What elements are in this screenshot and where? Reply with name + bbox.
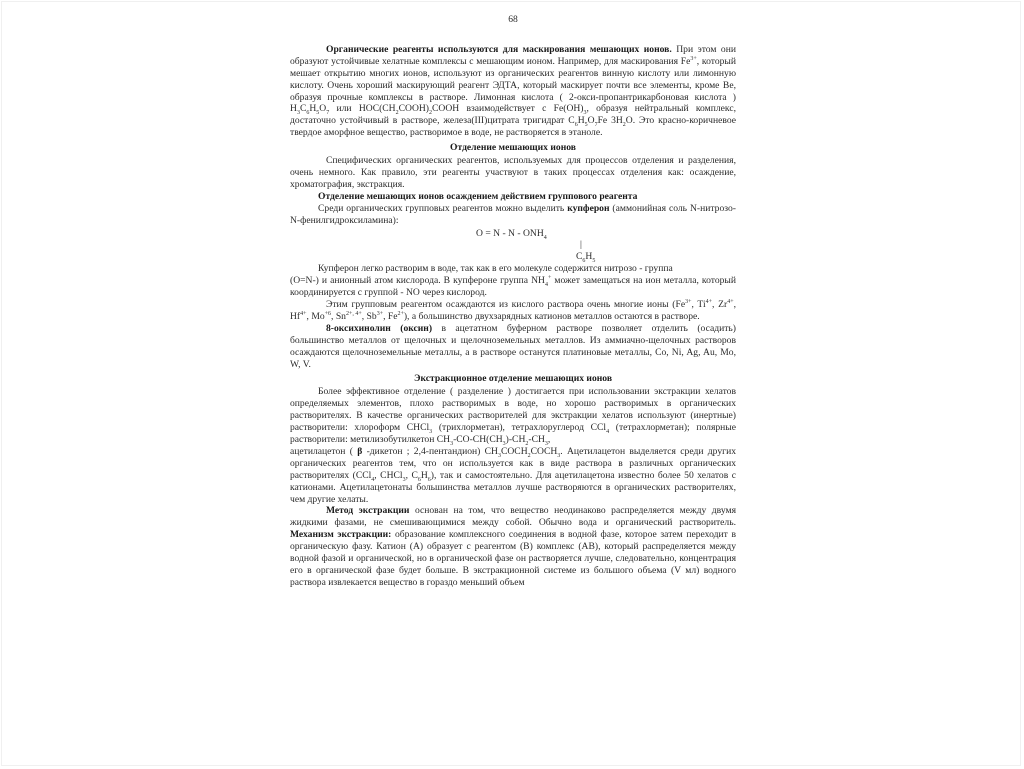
paragraph-extraction-solvents: Более эффективное отделение ( разделение ) достигается при использовании экстракции хелатов определяемых элементов, плохо растворимых в воде, но хорошо растворимых в органических растворителях. В качестве органических растворителей для экстракции хелатов используют (инертные) растворители: хлороформ CHCl$_3$ (трихлорметан), тетрахлоруглерод CCl$_4$ (тетрахлорметан); полярные растворители: метилизобутилкетон $CH_3-CO-CH(CH_3)-CH_2-CH_3$,: [290, 386, 737, 447]
formula-bond: |: [580, 239, 582, 251]
paragraph-extraction-method: Метод экстракции основан на том, что вещество неодинаково распределяется между двумя жидкими фазами, не смешивающимися между собой. Обычно вода и органический растворитель. Механизм экстракции: образование комплексного соединения в водной фазе, которое затем переходит в органическую фазу. Катион (А) образует с реагентом (В) комплекс (АВ), который распределяется между водной фазой и органической, но в органической фазе он растворяется лучше, следовательно, концентрация его в органической фазе будет больше. В экстракционной системе из большого объема (V мл) водного раствора извлекается вещество в гораздо меньший объем: [290, 505, 737, 588]
paragraph-masking: Органические реагенты используются для маскирования мешающих ионов. При этом они образуют устойчивые хелатные комплексы с мешающим ионом. Например, для маскирования $Fe^{3+}$, который мешает открытию многих ионов, используют из органических реагентов винную кислоту или лимонную кислоту. Очень хороший маскирующий реагент ЭДТА, который маскирует почти все элементы, кроме Be, образуя прочные комплексы в растворе. Лимонная кислота ( 2-окси-пропантрикарбоновая кислота ) $H_3C_6H_5O_7$ или $HOC(CH_2COOH)_2COOH$ взаимодействует с $Fe(OH)_3$, образуя нейтральный комплекс, достаточно устойчивый в растворе, железа(III)цитрата тригидрат $C_6H_5O_7Fe$ $3H_2O$. Это красно-коричневое твердое аморфное вещество, растворимое в воде, не растворяется в этаноле.: [290, 43, 737, 139]
paragraph-specific-reagents: Специфических органических реагентов, используемых для процессов отделения и разделения, очень немного. Как правило, эти реагенты участвуют в таких процессах отделения как: осаждение, хроматография, экстракция.: [290, 155, 736, 190]
paragraph-oxine: 8-оксихинолин (оксин) в ацетатном буферном растворе позволяет отделить (осадить) большинство металлов от щелочных и щелочноземельных металлов. Из аммиачно-щелочных растворов осаждаются щелочноземельные металлы, а в растворе останутся платиновые металлы, Co, Ni, Ag, Au, Mo, W, V.: [290, 322, 736, 370]
heading-separation: Отделение мешающих ионов: [450, 142, 576, 154]
heading-group-reagent: Отделение мешающих ионов осаждением действием группового реагента: [318, 190, 638, 202]
paragraph-acetylacetone: ацетилацетон ( β -дикетон ; 2,4-пентандион) $CH_3COCH_2COCH_3$. Ацетилацетон выделяется среди других органических реагентов тем, что он используется как в виде раствора в различных органических растворителях (CCl$_4$, CHCl$_3$, $C_6H_6$), так и самостоятельно. Для ацетилацетона известно более 50 хелатов с катионами. Ацетилацетонаты большинства металлов лучше растворяются в органических растворителях, чем другие хелаты.: [290, 445, 736, 505]
cupferron-formula: [290, 228, 736, 264]
page-number: 68: [508, 14, 518, 25]
paragraph-cupferron-anion: (O=N-) и анионный атом кислорода. В купфероне группа $NH_4^+$ может замещаться на ион металла, который координируется с группой - NO через кислород.: [290, 275, 736, 299]
paragraph-cupferron-solubility: Купферон легко растворим в воде, так как в его молекуле содержится нитрозо - группа: [318, 263, 673, 275]
document-page: [290, 14, 736, 589]
paragraph-precipitated-ions: Этим групповым реагентом осаждаются из кислого раствора очень многие ионы ($Fe^{3+}$, $Ti^{4+}$, $Zr^{4+}$, $Hf^{4+}$, $Mo^{+6}$, $Sn^{2+, 4+}$, $Sb^{3+}$, $Fe^{2+}$), а большинство двухзарядных катионов металлов остаются в растворе.: [290, 298, 737, 322]
masking-lead: Органические реагенты используются для маскирования мешающих ионов.: [326, 43, 672, 55]
formula-phenyl: $C_6H_5$: [576, 251, 596, 265]
formula-line-1: $O = N - N - ONH_4$: [476, 227, 547, 241]
beta-symbol: β: [357, 445, 363, 457]
heading-extraction: Экстракционное отделение мешающих ионов: [413, 373, 613, 385]
paragraph-cupferron: Среди органических групповых реагентов можно выделить купферон (аммонийная соль N-нитрозо-N-фенилгидроксиламина):: [290, 202, 736, 226]
